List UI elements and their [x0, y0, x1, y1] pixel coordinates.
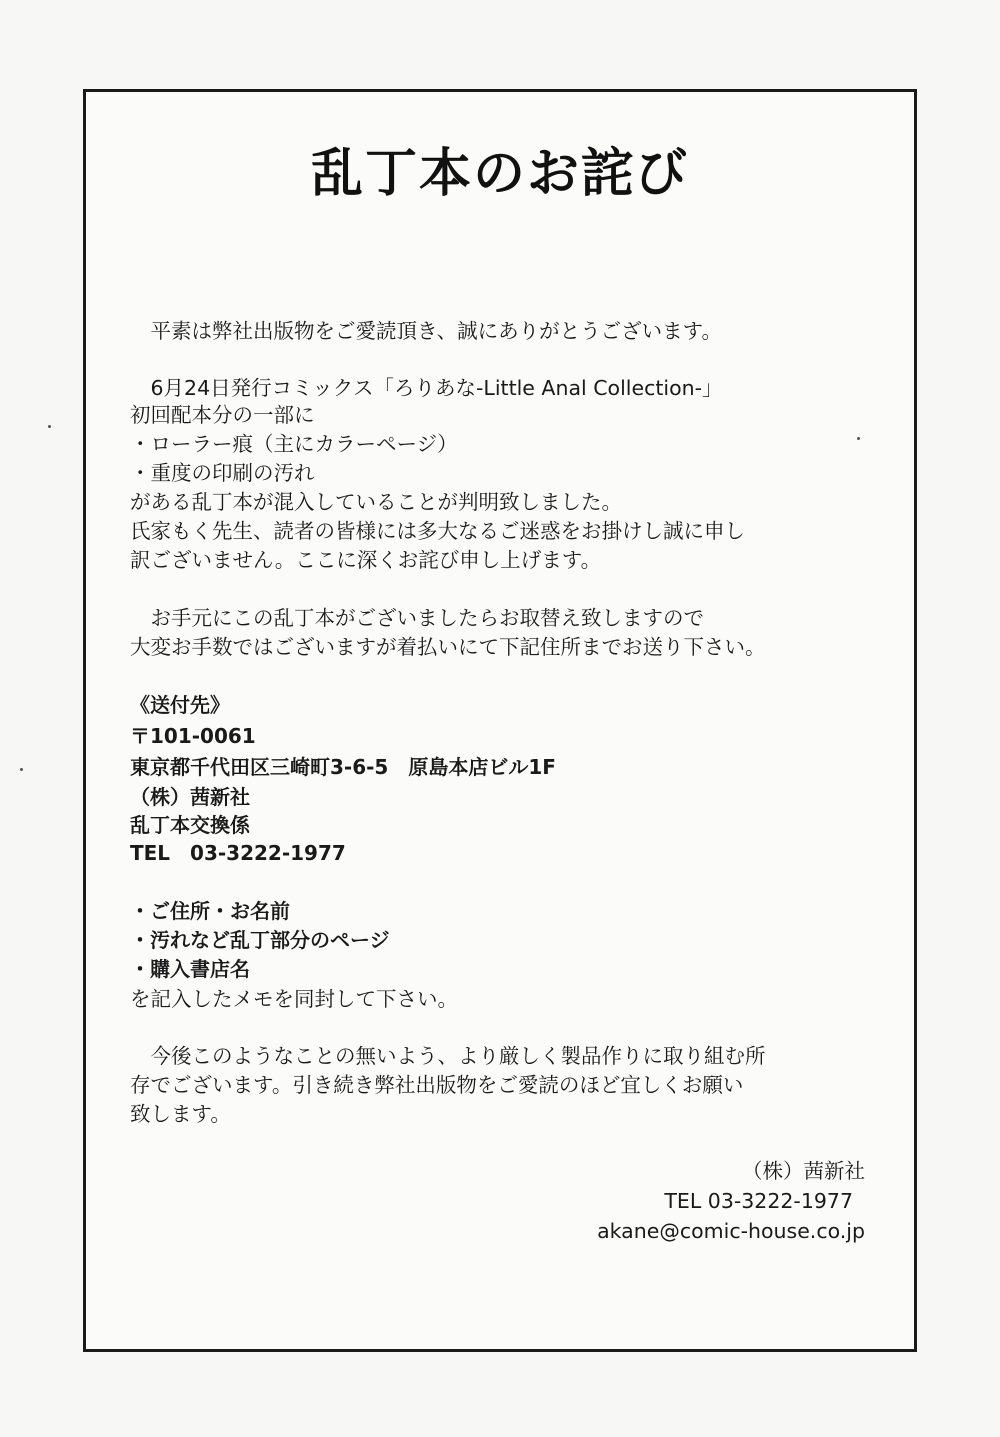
- notice-line-4: 氏家もく先生、読者の皆様には多大なるご迷惑をお掛けし誠に申し: [130, 519, 745, 543]
- enclose-note: を記入したメモを同封して下さい。: [130, 987, 458, 1011]
- notice-line-1: 6月24日発行コミックス「ろりあな-Little Anal Collection-」: [130, 376, 723, 400]
- address-company: （株）茜新社: [130, 785, 250, 809]
- notice-line-3: がある乱丁本が混入していることが判明致しました。: [130, 490, 622, 514]
- address-tel: TEL 03-3222-1977: [130, 841, 346, 865]
- enclose-item-1: ・ご住所・お名前: [130, 899, 290, 923]
- address-heading: 《送付先》: [130, 693, 230, 717]
- notice-line-2: 初回配本分の一部に: [130, 403, 315, 427]
- page-title: 乱丁本のお詫び: [310, 144, 689, 204]
- notice-item-2: ・重度の印刷の汚れ: [130, 461, 315, 485]
- closing-line-1: 今後このようなことの無いよう、より厳しく製品作りに取り組む所: [130, 1044, 766, 1068]
- enclose-item-2: ・汚れなど乱丁部分のページ: [130, 928, 390, 952]
- enclose-item-3: ・購入書店名: [130, 957, 250, 981]
- address-postal: 〒101-0061: [130, 724, 256, 748]
- exchange-line-1: お手元にこの乱丁本がございましたらお取替え致しますので: [130, 606, 704, 630]
- signature-company: （株）茜新社: [742, 1159, 865, 1183]
- print-speck: [20, 768, 23, 771]
- exchange-line-2: 大変お手数ではございますが着払いにて下記住所までお送り下さい。: [130, 635, 766, 659]
- notice-item-1: ・ローラー痕（主にカラーページ）: [130, 432, 458, 456]
- address-dept: 乱丁本交換係: [130, 813, 250, 837]
- print-speck: [857, 437, 860, 440]
- greeting-text: 平素は弊社出版物をご愛読頂き、誠にありがとうございます。: [130, 319, 723, 343]
- closing-line-3: 致します。: [130, 1102, 231, 1126]
- notice-line-5: 訳ございません。ここに深くお詫び申し上げます。: [130, 548, 602, 572]
- address-street: 東京都千代田区三崎町3-6-5 原島本店ビル1F: [130, 755, 556, 779]
- print-speck: [48, 425, 51, 428]
- signature-email[interactable]: akane@comic-house.co.jp: [597, 1219, 865, 1243]
- closing-line-2: 存でございます。引き続き弊社出版物をご愛読のほど宜しくお願い: [130, 1073, 744, 1097]
- signature-tel: TEL 03-3222-1977: [664, 1189, 853, 1213]
